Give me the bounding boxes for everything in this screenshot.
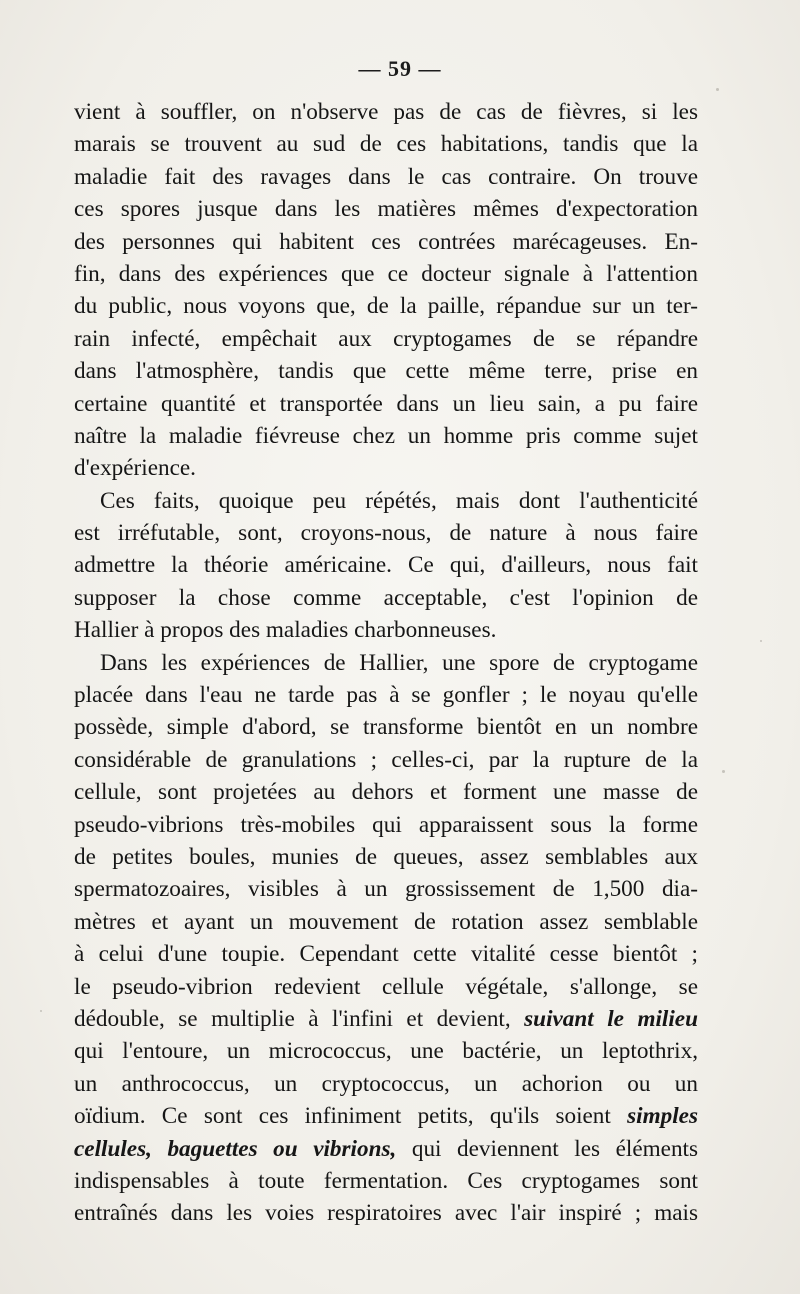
text-line-4: ces spores jusque dans les matières mêmes d'expectoration [74, 196, 698, 223]
text-line-24: de petites boules, munies de queues, assez semblables aux [74, 843, 698, 870]
line-29-italic: suivant le milieu [524, 1005, 698, 1032]
text-line-15: admettre la théorie américaine. Ce qui, d'ailleurs, nous fait [74, 552, 698, 579]
text-line-32 [74, 1100, 698, 1132]
text-line-7: du public, nous voyons que, de la paille, répandue sur un ter- [74, 293, 698, 320]
text-line-35: entraînés dans les voies respiratoires avec l'air inspiré ; mais [74, 1200, 698, 1227]
body-text [74, 96, 698, 1230]
scan-speck [40, 1010, 42, 1012]
text-line-25: spermatozoaires, visibles à un grossissement de 1,500 dia- [74, 876, 698, 903]
text-line-13: Ces faits, quoique peu répétés, mais dont l'authenticité [100, 487, 698, 514]
text-line-33 [74, 1133, 698, 1165]
line-33-roman: qui deviennent les éléments [396, 1135, 699, 1162]
text-line-11: naître la maladie fiévreuse chez un homme pris comme sujet [74, 422, 698, 449]
text-line-28: le pseudo-vibrion redevient cellule végétale, s'allonge, se [74, 973, 698, 1000]
text-line-17: Hallier à propos des maladies charbonneuses. [74, 617, 497, 644]
line-33-italic: cellules, baguettes ou vibrions, [74, 1135, 397, 1162]
text-line-20: possède, simple d'abord, se transforme bientôt en un nombre [74, 714, 698, 741]
scan-speck [722, 770, 725, 773]
text-line-2: marais se trouvent au sud de ces habitations, tandis que la [74, 131, 698, 158]
text-line-5: des personnes qui habitent ces contrées marécageuses. En- [74, 228, 698, 255]
text-line-18: Dans les expériences de Hallier, une spore de cryptogame [100, 649, 698, 676]
text-line-34: indispensables à toute fermentation. Ces cryptogames sont [74, 1167, 698, 1194]
text-line-6: fin, dans des expériences que ce docteur signale à l'attention [74, 260, 698, 287]
line-32-roman: oïdium. Ce sont ces infiniment petits, qu'ils soient [74, 1103, 628, 1130]
text-line-31: un anthrococcus, un cryptococcus, un achorion ou un [74, 1070, 698, 1097]
line-29-roman: dédouble, se multiplie à l'infini et devient, [74, 1005, 525, 1032]
line-32-italic: simples [627, 1103, 698, 1130]
scan-speck [716, 88, 719, 91]
text-line-3: maladie fait des ravages dans le cas contraire. On trouve [74, 163, 698, 190]
text-line-26: mètres et ayant un mouvement de rotation assez semblable [74, 908, 698, 935]
text-line-9: dans l'atmosphère, tandis que cette même terre, prise en [74, 358, 698, 385]
text-line-27: à celui d'une toupie. Cependant cette vitalité cesse bientôt ; [74, 941, 698, 968]
text-line-19: placée dans l'eau ne tarde pas à se gonfler ; le noyau qu'elle [74, 682, 698, 709]
scan-speck [760, 640, 762, 642]
text-line-1: vient à souffler, on n'observe pas de cas de fièvres, si les [74, 99, 698, 125]
text-line-22: cellule, sont projetées au dehors et forment une masse de [74, 779, 698, 806]
text-line-21: considérable de granulations ; celles-ci, par la rupture de la [74, 746, 698, 773]
text-line-10: certaine quantité et transportée dans un lieu sain, a pu faire [74, 390, 698, 417]
text-line-29 [74, 1003, 698, 1035]
text-line-8: rain infecté, empêchait aux cryptogames de se répandre [74, 325, 698, 352]
page-number: — 59 — [358, 56, 442, 81]
text-line-14: est irréfutable, sont, croyons-nous, de nature à nous faire [74, 520, 698, 547]
text-line-12: d'expérience. [74, 455, 196, 482]
text-line-16: supposer la chose comme acceptable, c'est l'opinion de [74, 584, 698, 611]
text-line-23: pseudo-vibrions très-mobiles qui apparaissent sous la forme [74, 811, 698, 838]
text-line-30: qui l'entoure, un micrococcus, une bactérie, un leptothrix, [74, 1038, 698, 1065]
